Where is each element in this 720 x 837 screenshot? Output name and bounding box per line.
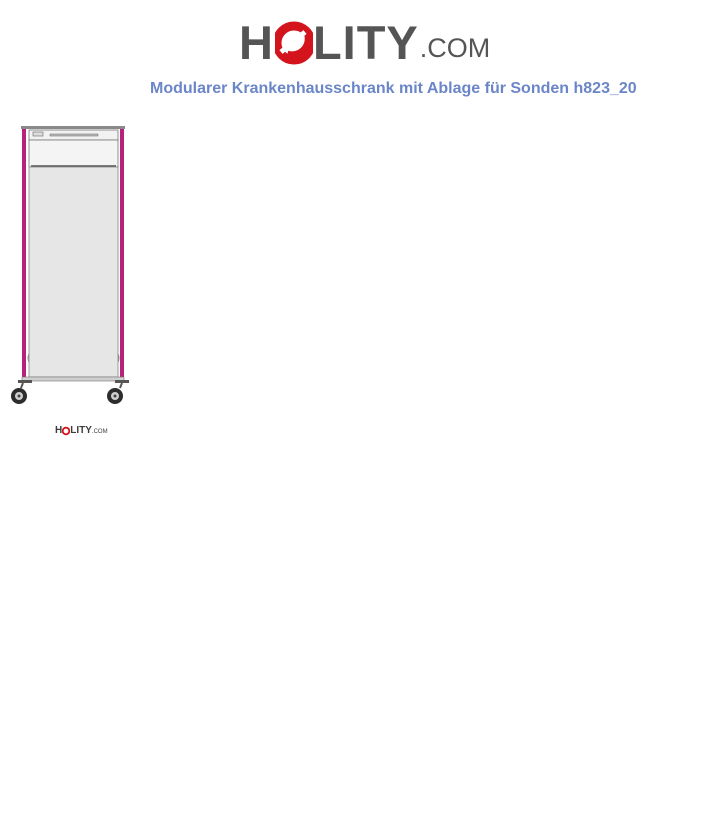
brand-logo[interactable] bbox=[239, 12, 491, 69]
thumbnail-brand-logo bbox=[55, 426, 108, 436]
thumbnail-logo-letters-lity: LITY bbox=[70, 425, 92, 436]
thumbnail-logo-domain: .COM bbox=[91, 429, 108, 435]
product-image[interactable] bbox=[8, 122, 133, 412]
logo-letter-h: H bbox=[239, 16, 274, 69]
thumbnail-logo-letter-h: H bbox=[55, 425, 63, 436]
logo-o-icon bbox=[275, 18, 313, 68]
thumbnail-logo-o-icon bbox=[62, 426, 70, 436]
logo-domain: .COM bbox=[419, 33, 491, 63]
medical-cabinet-trolley-icon bbox=[8, 122, 133, 412]
logo-letters-lity: LITY bbox=[312, 16, 419, 69]
page-title: Modularer Krankenhausschrank mit Ablage für Sonden h823_20 bbox=[150, 80, 637, 97]
